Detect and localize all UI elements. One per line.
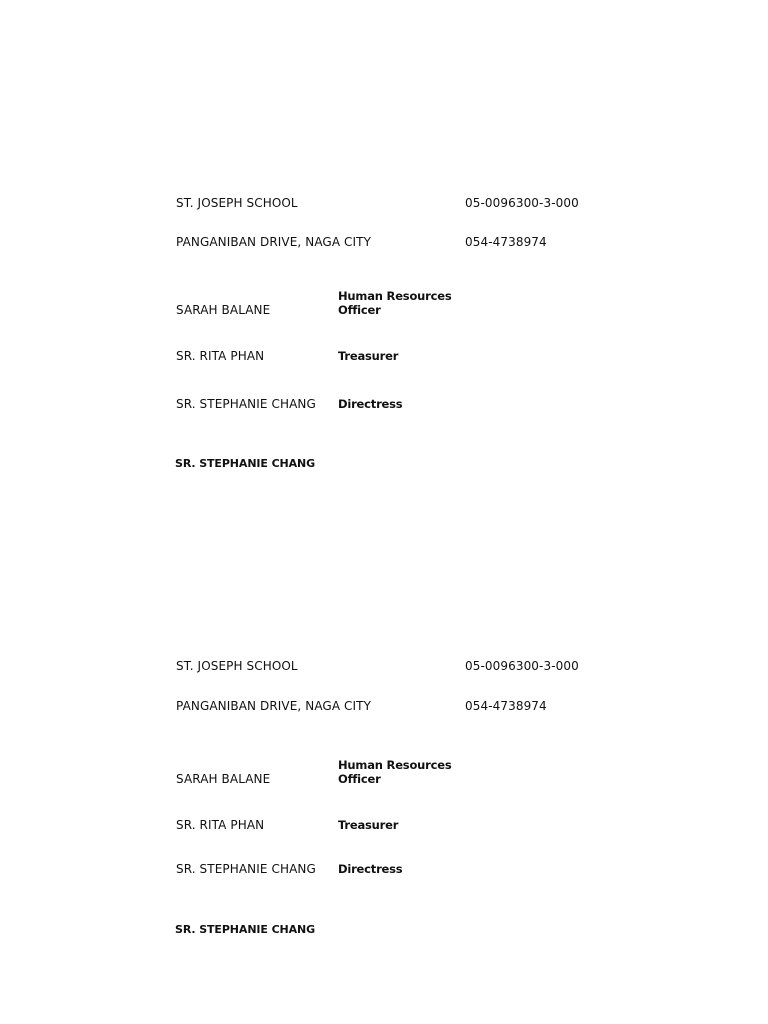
tin-number: 05-0096300-3-000 xyxy=(465,196,579,210)
officer-title-line1: Human Resources xyxy=(338,289,452,303)
officer-title-line1: Directress xyxy=(338,862,403,876)
officer-title-line1: Human Resources xyxy=(338,758,452,772)
officer-name: SR. STEPHANIE CHANG xyxy=(176,862,316,876)
school-address: PANGANIBAN DRIVE, NAGA CITY xyxy=(176,235,372,249)
officer-title-line2: Officer xyxy=(338,303,381,317)
officer-name: SARAH BALANE xyxy=(176,303,271,317)
officer-name: SARAH BALANE xyxy=(176,772,271,786)
officer-name: SR. RITA PHAN xyxy=(176,818,265,832)
school-name: ST. JOSEPH SCHOOL xyxy=(176,659,298,673)
school-name: ST. JOSEPH SCHOOL xyxy=(176,196,298,210)
officer-title-line1: Treasurer xyxy=(338,818,399,832)
officer-name: SR. STEPHANIE CHANG xyxy=(176,397,316,411)
signatory-name: SR. STEPHANIE CHANG xyxy=(175,923,316,936)
school-address: PANGANIBAN DRIVE, NAGA CITY xyxy=(176,699,372,713)
officer-name: SR. RITA PHAN xyxy=(176,349,265,363)
officer-title-line1: Treasurer xyxy=(338,349,399,363)
phone-number: 054-4738974 xyxy=(465,699,547,713)
signatory-name: SR. STEPHANIE CHANG xyxy=(175,457,316,470)
officer-title-line1: Directress xyxy=(338,397,403,411)
officer-title-line2: Officer xyxy=(338,772,381,786)
phone-number: 054-4738974 xyxy=(465,235,547,249)
tin-number: 05-0096300-3-000 xyxy=(465,659,579,673)
